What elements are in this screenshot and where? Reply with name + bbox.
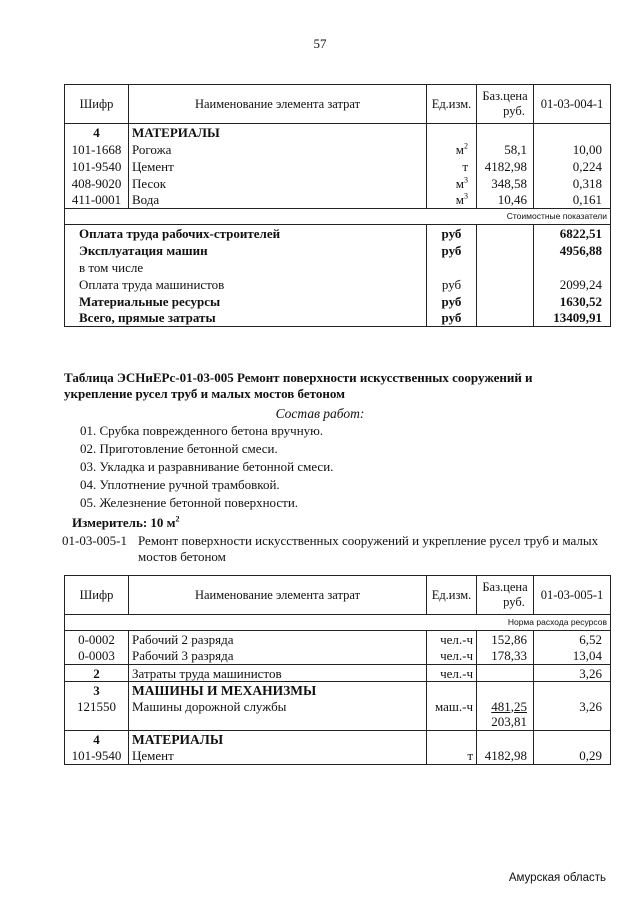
row-name: Рабочий 2 разряда [129,631,427,648]
row-norm: 6,52 [534,631,611,648]
cost-name: в том числе [65,259,427,276]
row-code: 4 [65,731,129,748]
work-step: 01. Срубка поврежденного бетона вручную. [80,423,324,438]
table-row [65,748,611,765]
cost-note-row [65,209,611,225]
norm-description [62,533,602,565]
row-name: МАШИНЫ И МЕХАНИЗМЫ [129,682,427,699]
row-norm: 13,04 [534,648,611,665]
row-price: 152,86 [477,631,534,648]
row-norm: 0,29 [534,748,611,765]
cost-row [65,293,611,310]
table-row [65,141,611,158]
row-price: 348,58 [477,175,534,192]
work-steps-list [80,422,333,512]
cost-row [65,259,611,276]
row-unit: маш.-ч [427,699,477,731]
cost-unit: руб [427,293,477,310]
header-unit: Ед.изм. [427,85,477,124]
cost-unit: руб [427,310,477,327]
table-row [65,631,611,648]
cost-price-empty [477,276,534,293]
norm-note-row [65,615,611,631]
section-row [65,124,611,141]
row-name: Цемент [129,158,427,175]
section-unit-empty [427,124,477,141]
row-name: Вода [129,192,427,209]
section-code: 4 [65,124,129,141]
section-name: МАТЕРИАЛЫ [129,124,427,141]
cost-row [65,310,611,327]
cost-name: Оплата труда рабочих-строителей [65,225,427,242]
cost-row [65,276,611,293]
header-unit: Ед.изм. [427,576,477,615]
row-name: Цемент [129,748,427,765]
header-code: Шифр [65,576,129,615]
cost-row [65,225,611,242]
row-name: МАТЕРИАЛЫ [129,731,427,748]
row-unit [427,141,477,158]
row-name: Машины дорожной службы [129,699,427,731]
table-row [65,192,611,209]
table-row [65,648,611,665]
meter-sup: 2 [175,514,180,524]
table-row [65,699,611,731]
norm-note: Норма расхода ресурсов [65,615,611,631]
row-norm: 0,161 [534,192,611,209]
section-norm-empty [534,124,611,141]
row-price [477,731,534,748]
header-price [477,85,534,124]
table-row [65,158,611,175]
cost-price-empty [477,259,534,276]
cost-row [65,242,611,259]
row-code: 3 [65,682,129,699]
header-price-line2: руб. [503,595,525,609]
header-price-line1: Баз.цена [482,580,528,594]
row-price: 58,1 [477,141,534,158]
row-unit [427,175,477,192]
row-name: Затраты труда машинистов [129,665,427,682]
table-row [65,175,611,192]
section-row [65,682,611,699]
row-unit-sup: 2 [464,141,468,151]
cost-unit [427,259,477,276]
resource-table-01-03-004 [64,84,611,327]
cost-price-empty [477,225,534,242]
row-price: 4182,98 [477,158,534,175]
row-unit [427,731,477,748]
footer-region: Амурская область [508,872,606,884]
row-unit-text: м [455,175,464,191]
section-price-empty [477,124,534,141]
header-price-line2: руб. [503,104,525,118]
cost-value: 1630,52 [534,293,611,310]
row-code: 2 [65,665,129,682]
row-unit-text: м [455,192,464,208]
row-norm: 10,00 [534,141,611,158]
cost-price-empty [477,242,534,259]
cost-name: Эксплуатация машин [65,242,427,259]
header-price [477,576,534,615]
norm-code: 01-03-005-1 [62,533,127,548]
row-unit [427,192,477,209]
row-unit-text: т [462,158,468,174]
row-price [477,699,534,731]
cost-unit: руб [427,225,477,242]
meter-label: Измеритель: 10 м [72,515,176,530]
work-step: 03. Укладка и разравнивание бетонной смеси. [80,459,334,474]
cost-name: Всего, прямые затраты [65,310,427,327]
measurement-unit [72,515,180,531]
cost-value: 4956,88 [534,242,611,259]
row-norm: 0,224 [534,158,611,175]
row-price: 4182,98 [477,748,534,765]
row-code: 101-9540 [65,158,129,175]
cost-note: Стоимостные показатели [65,209,611,225]
row-code: 121550 [65,699,129,731]
cost-price-empty [477,293,534,310]
row-price-main: 481,25 [491,698,527,714]
cost-value [534,259,611,276]
cost-value: 2099,24 [534,276,611,293]
row-unit [427,158,477,175]
work-step: 02. Приготовление бетонной смеси. [80,441,278,456]
cost-value: 13409,91 [534,310,611,327]
norm-description-text: Ремонт поверхности искусственных сооружений и укрепление русел труб и малых мостов бетоном [138,533,599,564]
row-unit: чел.-ч [427,665,477,682]
cost-value: 6822,51 [534,225,611,242]
row-code: 101-1668 [65,141,129,158]
header-name: Наименование элемента затрат [129,85,427,124]
page-number: 57 [313,36,327,51]
header-price-line1: Баз.цена [482,89,528,103]
row-unit-text: м [455,141,464,157]
table-title: Таблица ЭСНиЕРс-01-03-005 Ремонт поверхности искусственных сооружений и укрепление русел труб и малых мостов бетоном [64,370,533,401]
work-step: 05. Железнение бетонной поверхности. [80,495,299,510]
section-row [65,731,611,748]
row-unit-sup: 3 [464,175,468,185]
row-unit: чел.-ч [427,631,477,648]
cost-name: Оплата труда машинистов [65,276,427,293]
row-norm [534,731,611,748]
row-price-machinist: 203,81 [491,713,527,729]
row-norm: 3,26 [534,699,611,731]
cost-name: Материальные ресурсы [65,293,427,310]
row-name: Песок [129,175,427,192]
work-step: 04. Уплотнение ручной трамбовкой. [80,477,280,492]
row-norm [534,682,611,699]
row-norm: 3,26 [534,665,611,682]
row-price: 178,33 [477,648,534,665]
row-unit [427,682,477,699]
row-price [477,665,534,682]
cost-price-empty [477,310,534,327]
resource-table-01-03-005 [64,575,611,765]
row-price [477,682,534,699]
row-price: 10,46 [477,192,534,209]
row-unit: т [427,748,477,765]
table-header-row [65,576,611,615]
row-name: Рогожа [129,141,427,158]
row-norm: 0,318 [534,175,611,192]
row-code: 408-9020 [65,175,129,192]
header-name: Наименование элемента затрат [129,576,427,615]
cost-unit: руб [427,242,477,259]
table-row [65,665,611,682]
header-code: Шифр [65,85,129,124]
row-unit: чел.-ч [427,648,477,665]
row-code: 411-0001 [65,192,129,209]
row-code: 0-0002 [65,631,129,648]
row-unit-sup: 3 [464,191,468,201]
cost-unit: руб [427,276,477,293]
header-norm: 01-03-005-1 [534,576,611,615]
table-header-row [65,85,611,124]
row-code: 0-0003 [65,648,129,665]
header-norm: 01-03-004-1 [534,85,611,124]
row-name: Рабочий 3 разряда [129,648,427,665]
work-composition-heading: Состав работ: [275,406,365,421]
row-code: 101-9540 [65,748,129,765]
